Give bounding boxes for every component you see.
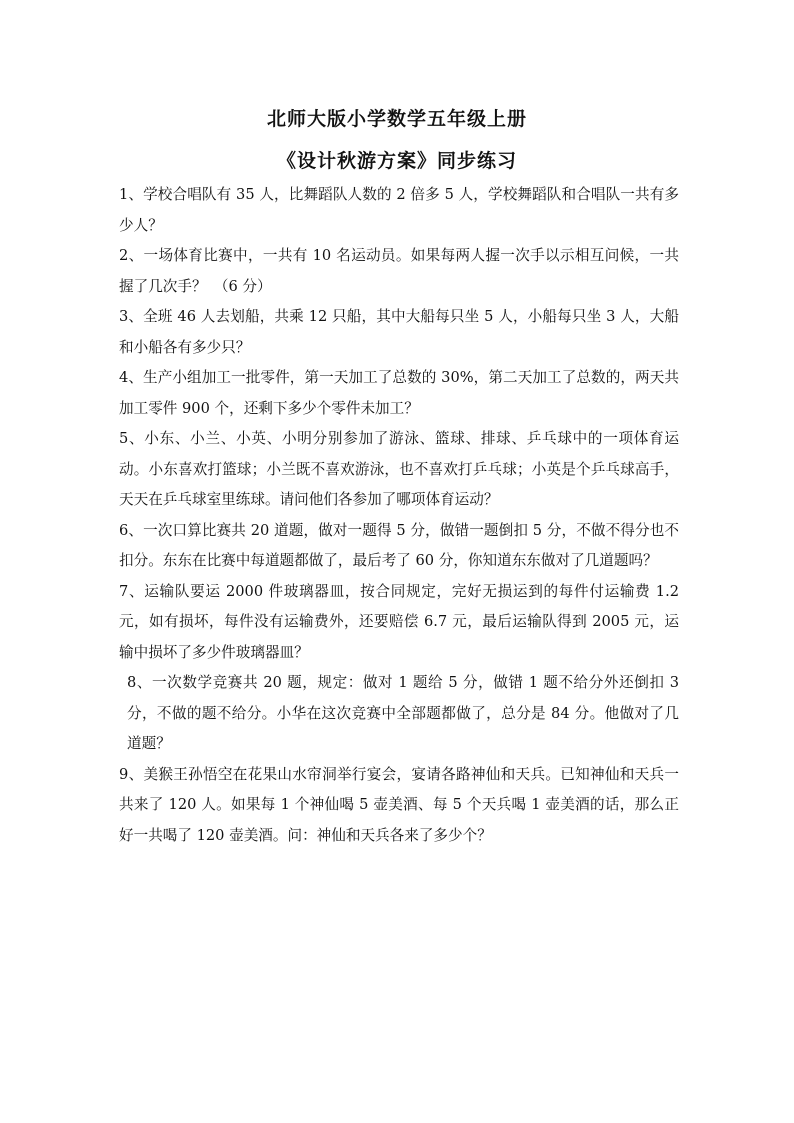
question-8: 8、一次数学竞赛共 20 题，规定：做对 1 题给 5 分，做错 1 题不给分外还倒扣 3 分，不做的题不给分。小华在这次竞赛中全部题都做了，总分是 84 分。他做对了几道题？ [127, 674, 679, 752]
question-4: 4、生产小组加工一批零件，第一天加工了总数的 30%，第二天加工了总数的，两天共加工零件 900 个，还剩下多少个零件未加工？ [119, 369, 679, 417]
document-title: 北师大版小学数学五年级上册 [266, 108, 527, 130]
question-6: 6、一次口算比赛共 20 道题，做对一题得 5 分，做错一题倒扣 5 分，不做不得分也不扣分。东东在比赛中每道题都做了，最后考了 60 分，你知道东东做对了几道题吗？ [119, 521, 679, 569]
question-3: 3、全班 46 人去划船，共乘 12 只船，其中大船每只坐 5 人，小船每只坐 3 人，大船和小船各有多少只？ [119, 308, 679, 356]
document-subtitle: 《设计秋游方案》同步练习 [276, 150, 517, 172]
question-list [119, 180, 679, 851]
question-5: 5、小东、小兰、小英、小明分别参加了游泳、篮球、排球、乒乓球中的一项体育运动。小东喜欢打篮球；小兰既不喜欢游泳，也不喜欢打乒乓球；小英是个乒乓球高手，天天在乒乓球室里练球。请问他们各参加了哪项体育运动？ [119, 430, 679, 508]
question-7: 7、运输队要运 2000 件玻璃器皿，按合同规定，完好无损运到的每件付运输费 1.2 元，如有损坏，每件没有运输费外，还要赔偿 6.7 元，最后运输队得到 2005 元，运输中损坏了多少件玻璃器皿？ [119, 582, 679, 661]
question-9: 9、美猴王孙悟空在花果山水帘洞举行宴会，宴请各路神仙和天兵。已知神仙和天兵一共来了 120 人。如果每 1 个神仙喝 5 壶美酒、每 5 个天兵喝 1 壶美酒的话，那么正好一共喝了 120 壶美酒。问：神仙和天兵各来了多少个？ [119, 765, 679, 844]
question-1: 1、学校合唱队有 35 人，比舞蹈队人数的 2 倍多 5 人，学校舞蹈队和合唱队一共有多少人？ [119, 186, 679, 234]
question-2: 2、一场体育比赛中，一共有 10 名运动员。如果每两人握一次手以示相互问候，一共握了几次手？ （6 分） [119, 247, 679, 295]
